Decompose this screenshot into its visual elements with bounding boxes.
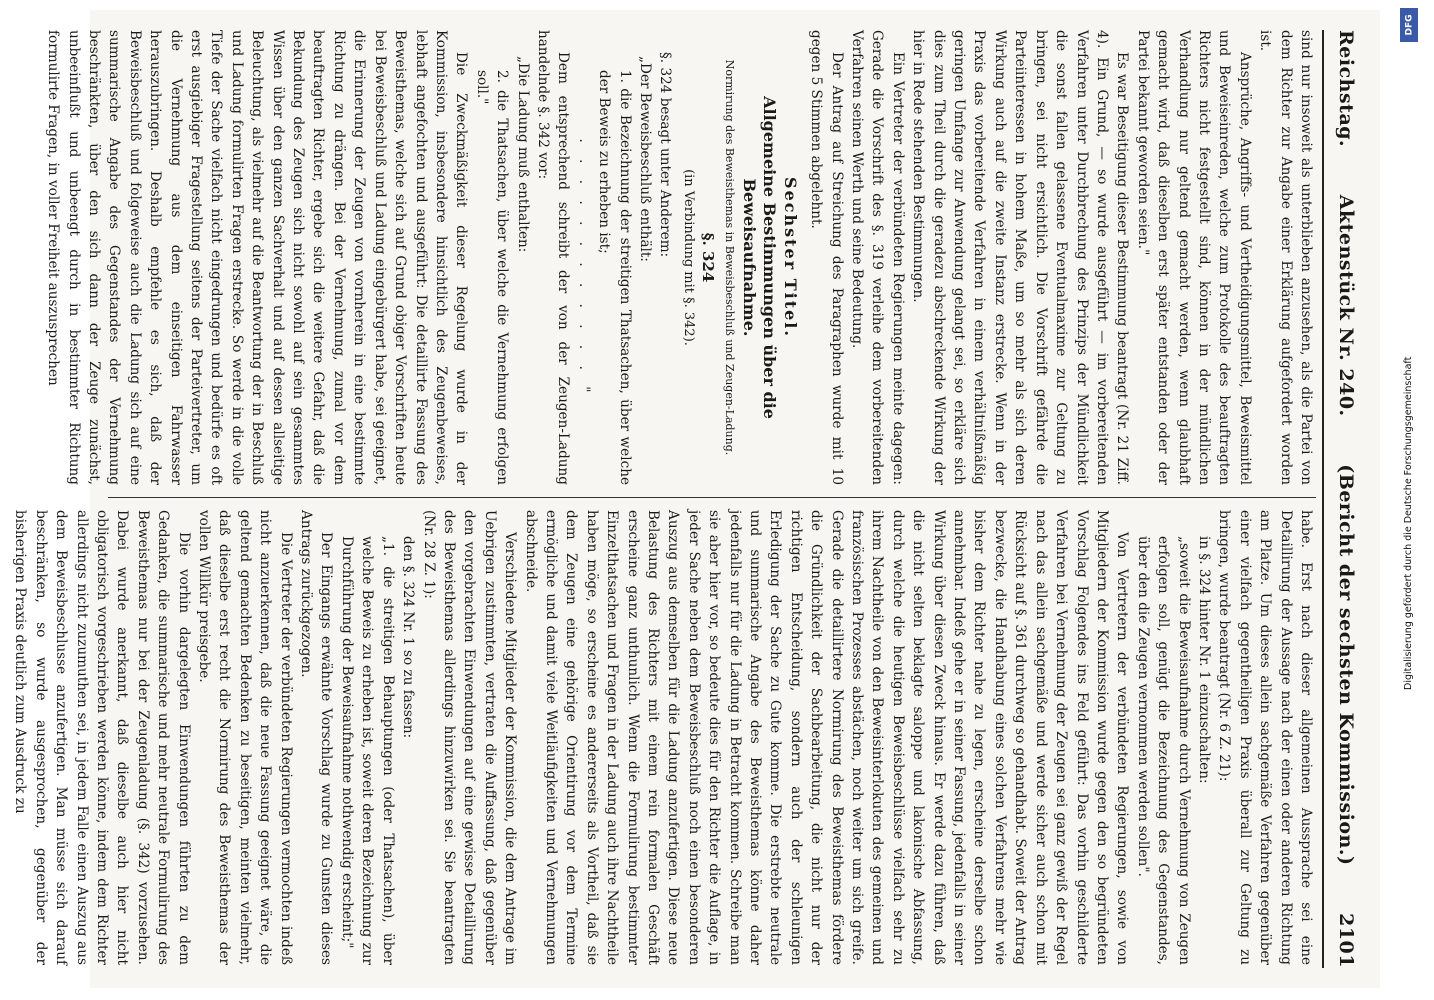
paragraph-sign: §. 324 [699,232,718,283]
section-title: Sechster Titel. [780,177,800,338]
running-head [1330,30,1362,968]
paragraph: Von Vertretern der verbündeten Regierungen, sowie von Mitgliedern der Kommission wurde gegen den so begründeten Vorschlag Folgendes ins Feld geführt: Das vorhin geschilderte Verfahren bei Vernehmung der Zeugen sei ganz gewiß der Regel nach das allein sachgemäße und werde sicher auch schon mit Rücksicht auf §. 361 durchweg so gehandhabt. Soweit der Antrag bezwecke, die Handhabung eines solchen Verfahrens mehr wie bisher dem Richter nahe zu legen, erscheine derselbe schon annehmbar. Indeß gehe er in seiner Fassung, jedenfalls in seiner Wirkung über diesen Zweck hinaus. Er werde dazu führen, daß die nicht selten beklagte saloppe und lakonische Abfassung, durch welche die heutigen Beweisbeschlüsse vielfach sehr zu ihrem Nachtheile von den Beweisinterlokuten des gemeinen und französischen Prozesses abstächen, noch weiter um sich greife. Gerade die detaillirtere Normirung des Beweisthemas fördere die Gründlichkeit der Sachbearbeitung, die nicht nur der richtigen Entscheidung, sondern auch der schleunigen Erledigung der Sache zu Gute komme. Die erstrebte neutrale und summarische Angabe des Beweisthemas könne daher jedenfalls nur für die Ladung in Betracht kommen. Schreibe man sie aber hier vor, so bedeute dies für den Richter die Auflage, in jeder Sache neben dem Beweisbeschluß noch einen besonderen Auszug aus demselben für die Ladung anzufertigen. Diese neue Belastung des Richters mit einem rein formalen Geschäft erscheine ganz unthunlich. Wenn die Formulirung bestimmter Einzelthatsachen und Fragen in der Ladung auch ihre Nachtheile haben möge, so erscheine es andererseits als Vortheil, daß sie dem Zeugen eine gehörige Orientirung vor dem Termine ermögliche und damit viele Weitläufigkeiten und Vernehmungen abschneide. [522,510,1131,965]
paragraph: den §. 324 Nr. 1 so zu fassen: [400,536,417,739]
section-topic: Normirung des Beweisthemas in Beweisbeschluß und Zeugen-Ladung. [722,59,736,456]
quotation: „Der Beweisbeschluß enthält: [637,56,653,262]
column-divider [108,497,1316,498]
paragraph: in §. 324 hinter Nr. 1 einzuschalten: [1195,536,1212,784]
page-number: 2101 [1335,913,1357,968]
dfg-logo-text: DFG [1404,14,1415,36]
credit-text: Digitalisierung gefördert durch die Deutsche Forschungsgemeinschaft [1403,356,1414,690]
section-subtitle: Allgemeine Bestimmungen über die Beweisaufnahme. [740,96,780,419]
dfg-logo [1400,8,1418,42]
digitization-credit [1390,0,1428,1000]
paragraph: Verschiedene Mitglieder der Kommission, die dem Antrage im Uebrigen zustimmten, vertraten die Auffassung, daß gegenüber den vorgebrachten Einwendungen auf eine gewisse Detaillirung des Beweisthemas allerdings hinzuwirken sei. Sie beantragten (Nr. 28 Z. 1): [420,510,519,965]
quotation: „1. die streitigen Behauptungen (oder Thatsachen), über welche Beweis zu erheben ist, soweit deren Bezeichnung zur Durchführung der Beweisaufnahme nothwendig erscheint;" [338,536,396,965]
paragraph: Die Vertreter der verbündeten Regierungen vermochten indeß nicht anzuerkennen, daß die neue Fassung geeignet wäre, die geltend gemachten Bedenken zu beseitigen, meinten vielmehr, daß dieselbe erst recht die Normirung des Beweisthemas der vollen Willkür preisgebe. [196,510,294,965]
paragraph: §. 324 besagt unter Anderem: [657,52,674,258]
header-report-title: (Bericht der sechsten Kommission.) [1335,464,1357,866]
left-column [45,30,1316,485]
paragraph: Der Antrag auf Streichung des Paragraphen wurde mit 10 gegen 5 Stimmen abgelehnt. [808,30,845,485]
paragraph: Die Zweckmäßigkeit dieser Regelung wurde in der Kommission, insbesondere hinsichtlich des Zeugenbeweises, lebhaft angefochten und ausgeführt: Die detaillirte Fassung des Beweisthemas, welche sich auf Grund obiger Vorschriften heute bei Beweisbeschluß und Ladung eingebürgert habe, sei geeignet, die Erinnerung der Zeugen von vornherein in eine bestimmte Richtung zu drängen. Bei der Vernehmung, zumal vor dem beauftragten Richter, ergebe sich die weitere Gefahr, daß die Bekundung des Zeugen sich nicht sowohl auf sein gesammtes Wissen über den ganzen Sachverhalt und auf dessen allseitige Beleuchtung, als vielmehr auf die Beantwortung der in Beschluß und Ladung formulirten Fragen erstrecke. So werde in die volle Tiefe der Sache vielfach nicht eingedrungen und bedürfe es oft erst ausgiebiger Fragestellung seitens der Parteivertreter, um die Vernehmung aus dem einseitigen Fahrwasser herauszubringen. Deshalb empfehle es sich, daß der Beweisbeschluß und folgeweise auch die Ladung sich auf eine summarische Angabe des Gegenstandes der Vernehmung beschränkten, über den sich dann der Zeuge zunächst, unbeeinflußt und unbeengt durch in bestimmter Richtung formulirte Fragen, in voller Freiheit auszusprechen [45,30,470,485]
paragraph-reference: (in Verbindung mit §. 342). [680,169,696,346]
quotation: „soweit die Beweisaufnahme durch Vernehmung von Zeugen erfolgen soll, genügt die Bezeichnung des Gegenstandes, über den die Zeugen vernommen werden sollen". [1134,536,1192,965]
paragraph: Es war Beseitigung dieser Bestimmung beantragt (Nr. 21 Ziff. 4). Ein Grund, — so wurde ausgeführt — im vorbereitenden Verfahren unter Durchbrechung des Prinzips der Mündlichkeit die sonst fallen gelassene Eventualmaxime zur Geltung zu bringen, sei nicht ersichtlich. Die Vorschrift gefährde die Parteiinteressen in hohem Maße, um so mehr als sich deren Wirkung auch auf die zweite Instanz erstrecke. Wenn in der Praxis das vorbereitende Verfahren in einem verhältnißmäßig geringen Umfange zur Anwendung gelangt sei, so erkläre sich dies zum Theil durch die geradezu abschreckende Wirkung der hier in Rede stehenden Bestimmungen. [910,30,1131,485]
quotation: „Die Ladung muß enthalten: [514,56,531,253]
paragraph: habe. Erst nach dieser allgemeinen Aussprache sei eine Detaillirung der Aussage nach der einen oder anderen Richtung am Platze. Um dieses allein sachgemäße Verfahren gegenüber einer vielfach gegentheiligen Praxis überall zur Geltung zu bringen, wurde beantragt (Nr. 6 Z. 21): [1216,510,1314,965]
paragraph: Ansprüche, Angriffs- und Vertheidigungsmittel, Beweismittel und Beweiseinreden, welche zum Protokolle des beauftragten Richters nicht festgestellt sind, können in der mündlichen Verhandlung nur geltend gemacht werden, wenn glaubhaft gemacht wird, daß dieselben erst später entstanden oder der Partei bekannt geworden seien." [1134,30,1253,485]
list-item: 1. die Bezeichnung der streitigen Thatsachen, über welche der Beweis zu erheben ist; [596,70,633,485]
section-heading [677,30,799,485]
ellipsis: . . . . . . . . . . . . " [575,138,592,399]
paragraph: Ein Vertreter der verbündeten Regierungen meinte dagegen: Gerade die Vorschrift des §. 319 verleihe dem vorbereitenden Verfahren seinen Werth und seine Bedeutung. [849,30,906,485]
header-left: Reichstag. [1335,30,1357,148]
header-document-number: Aktenstück Nr. 240. [1335,194,1357,417]
list-item: 2. die Thatsachen, über welche die Vernehmung erfolgen soll." [473,70,511,485]
scanned-page [12,10,1380,988]
paragraph: Dem entsprechend schreibt der von der Zeugen-Ladung handelnde §. 342 vor: [534,30,572,485]
document-page [12,10,1380,988]
paragraph: Die vorhin dargelegten Einwendungen führten zu dem Gedanken, die summarische und mehr neutrale Formulirung des Beweisthemas nur bei der Zeugenladung (§. 342) vorzusehen. Dabei wurde anerkannt, daß dieselbe auch hier nicht obligatorisch vorgeschrieben werden könne, indem dem Richter allerdings nicht zuzumuthen sei, in jedem Falle einen Auszug aus dem Beweisbeschlusse anzufertigen. Man müsse sich darauf beschränken, so wurde ausgesprochen, gegenüber der bisherigen Praxis deutlich zum Ausdruck zu [12,510,192,965]
paragraph: sind nur insoweit als unterblieben anzusehen, als die Partei von dem Richter zur Angabe einer Erklärung aufgefordert worden ist. [1257,30,1314,485]
paragraph: Der Eingangs erwähnte Vorschlag wurde zu Gunsten dieses Antrags zurückgezogen. [298,510,335,965]
header-rule [1322,30,1324,968]
right-column [12,510,1316,965]
